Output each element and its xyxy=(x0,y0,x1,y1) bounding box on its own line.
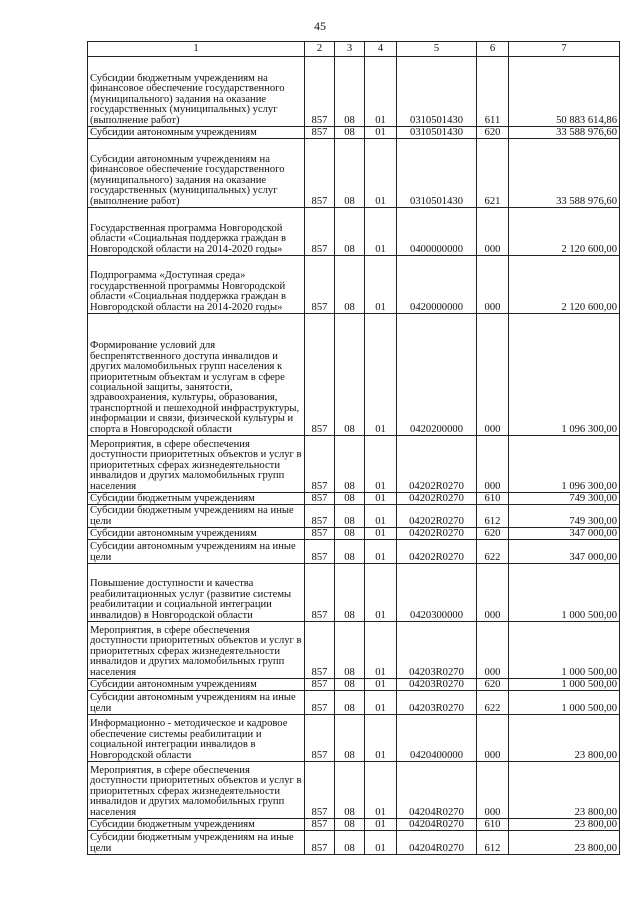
row-amount: 1 000 500,00 xyxy=(509,622,620,679)
row-code-ministry: 857 xyxy=(305,715,335,762)
table-row xyxy=(88,57,620,127)
column-header: 1 xyxy=(88,42,305,57)
table-row xyxy=(88,208,620,256)
row-code-ministry: 857 xyxy=(305,256,335,314)
row-code-expense-type: 610 xyxy=(477,819,509,831)
row-name: Субсидии автономным учреждениям xyxy=(88,528,305,540)
row-code-target: 04204R0270 xyxy=(397,762,477,819)
row-code-section: 08 xyxy=(335,57,365,127)
row-amount: 50 883 614,86 xyxy=(509,57,620,127)
row-code-ministry: 857 xyxy=(305,691,335,715)
row-code-ministry: 857 xyxy=(305,208,335,256)
row-code-section: 08 xyxy=(335,256,365,314)
row-code-section: 08 xyxy=(335,715,365,762)
row-code-expense-type: 000 xyxy=(477,436,509,493)
row-name: Формирование условий для беспрепятственного доступа инвалидов и других маломобильных групп населения к приоритетным объектам и услугам в сфере социальной защиты, занятости, здравоохранения, культуры, образования, транспортной и пешеходной инфраструктуры, информации и связи, физической культуры и спорта в Новгородской области xyxy=(88,314,305,436)
row-code-expense-type: 000 xyxy=(477,314,509,436)
table-row xyxy=(88,679,620,691)
row-name: Субсидии бюджетным учреждениям на финансовое обеспечение государственного (муниципального) задания на оказание государственных (муниципальных) услуг (выполнение работ) xyxy=(88,57,305,127)
row-code-target: 04202R0270 xyxy=(397,436,477,493)
table-row xyxy=(88,139,620,208)
row-code-section: 08 xyxy=(335,679,365,691)
row-code-section: 08 xyxy=(335,831,365,855)
row-code-target: 04202R0270 xyxy=(397,540,477,564)
table-row xyxy=(88,831,620,855)
row-amount: 2 120 600,00 xyxy=(509,256,620,314)
row-code-expense-type: 610 xyxy=(477,493,509,505)
row-code-section: 08 xyxy=(335,528,365,540)
row-code-section: 08 xyxy=(335,436,365,493)
table-row xyxy=(88,564,620,622)
row-code-ministry: 857 xyxy=(305,564,335,622)
row-code-section: 08 xyxy=(335,540,365,564)
table-row xyxy=(88,505,620,528)
table-row xyxy=(88,691,620,715)
table-row xyxy=(88,622,620,679)
row-code-target: 0420000000 xyxy=(397,256,477,314)
row-code-section: 08 xyxy=(335,127,365,139)
row-code-target: 04203R0270 xyxy=(397,679,477,691)
row-code-subsection: 01 xyxy=(365,57,397,127)
row-code-expense-type: 621 xyxy=(477,139,509,208)
row-code-subsection: 01 xyxy=(365,819,397,831)
row-code-subsection: 01 xyxy=(365,691,397,715)
row-name: Мероприятия, в сфере обеспечения доступности приоритетных объектов и услуг в приоритетных сферах жизнедеятельности инвалидов и других маломобильных групп населения xyxy=(88,762,305,819)
row-code-ministry: 857 xyxy=(305,139,335,208)
row-code-target: 0420200000 xyxy=(397,314,477,436)
row-code-subsection: 01 xyxy=(365,762,397,819)
row-code-section: 08 xyxy=(335,208,365,256)
row-name: Субсидии бюджетным учреждениям на иные цели xyxy=(88,831,305,855)
row-code-subsection: 01 xyxy=(365,679,397,691)
row-code-target: 04203R0270 xyxy=(397,691,477,715)
row-code-expense-type: 611 xyxy=(477,57,509,127)
table-row xyxy=(88,715,620,762)
row-code-ministry: 857 xyxy=(305,493,335,505)
row-code-ministry: 857 xyxy=(305,540,335,564)
row-code-target: 04202R0270 xyxy=(397,493,477,505)
row-code-ministry: 857 xyxy=(305,127,335,139)
row-amount: 23 800,00 xyxy=(509,819,620,831)
row-name: Субсидии бюджетным учреждениям на иные цели xyxy=(88,505,305,528)
row-name: Субсидии автономным учреждениям на иные цели xyxy=(88,540,305,564)
row-code-expense-type: 000 xyxy=(477,208,509,256)
table-row xyxy=(88,127,620,139)
row-code-subsection: 01 xyxy=(365,564,397,622)
row-code-target: 0400000000 xyxy=(397,208,477,256)
table-row xyxy=(88,256,620,314)
row-name: Субсидии автономным учреждениям на финансовое обеспечение государственного (муниципального) задания на оказание государственных (муниципальных) услуг (выполнение работ) xyxy=(88,139,305,208)
column-header: 4 xyxy=(365,42,397,57)
row-code-expense-type: 620 xyxy=(477,528,509,540)
row-amount: 33 588 976,60 xyxy=(509,139,620,208)
row-name: Субсидии автономным учреждениям xyxy=(88,679,305,691)
row-code-expense-type: 000 xyxy=(477,564,509,622)
row-code-target: 0310501430 xyxy=(397,139,477,208)
row-name: Подпрограмма «Доступная среда» государственной программы Новгородской области «Социальная поддержка граждан в Новгородской области на 2014-2020 годы» xyxy=(88,256,305,314)
row-name: Мероприятия, в сфере обеспечения доступности приоритетных объектов и услуг в приоритетных сферах жизнедеятельности инвалидов и других маломобильных групп населения xyxy=(88,436,305,493)
row-amount: 1 000 500,00 xyxy=(509,679,620,691)
row-code-expense-type: 000 xyxy=(477,256,509,314)
column-header: 3 xyxy=(335,42,365,57)
row-code-section: 08 xyxy=(335,691,365,715)
row-code-subsection: 01 xyxy=(365,493,397,505)
row-amount: 23 800,00 xyxy=(509,762,620,819)
row-name: Повышение доступности и качества реабилитационных услуг (развитие системы реабилитации и социальной интеграции инвалидов) в Новгородской области xyxy=(88,564,305,622)
page-number: 45 xyxy=(314,19,326,33)
row-amount: 749 300,00 xyxy=(509,493,620,505)
row-code-subsection: 01 xyxy=(365,436,397,493)
row-code-ministry: 857 xyxy=(305,505,335,528)
row-code-expense-type: 622 xyxy=(477,540,509,564)
row-code-subsection: 01 xyxy=(365,208,397,256)
row-amount: 1 000 500,00 xyxy=(509,564,620,622)
row-code-subsection: 01 xyxy=(365,127,397,139)
table-row xyxy=(88,540,620,564)
row-amount: 749 300,00 xyxy=(509,505,620,528)
row-name: Субсидии автономным учреждениям на иные цели xyxy=(88,691,305,715)
row-code-expense-type: 612 xyxy=(477,505,509,528)
row-code-target: 04202R0270 xyxy=(397,528,477,540)
row-name: Государственная программа Новгородской области «Социальная поддержка граждан в Новгородской области на 2014-2020 годы» xyxy=(88,208,305,256)
row-code-target: 0310501430 xyxy=(397,57,477,127)
row-code-ministry: 857 xyxy=(305,622,335,679)
row-code-subsection: 01 xyxy=(365,715,397,762)
row-code-section: 08 xyxy=(335,314,365,436)
row-code-section: 08 xyxy=(335,762,365,819)
budget-table xyxy=(87,41,620,855)
row-amount: 1 000 500,00 xyxy=(509,691,620,715)
column-header: 7 xyxy=(509,42,620,57)
row-code-section: 08 xyxy=(335,493,365,505)
row-code-target: 04203R0270 xyxy=(397,622,477,679)
row-code-section: 08 xyxy=(335,819,365,831)
row-code-subsection: 01 xyxy=(365,831,397,855)
row-amount: 347 000,00 xyxy=(509,528,620,540)
row-code-subsection: 01 xyxy=(365,505,397,528)
row-code-expense-type: 612 xyxy=(477,831,509,855)
row-code-subsection: 01 xyxy=(365,314,397,436)
row-amount: 1 096 300,00 xyxy=(509,436,620,493)
row-amount: 23 800,00 xyxy=(509,831,620,855)
row-code-section: 08 xyxy=(335,505,365,528)
row-code-section: 08 xyxy=(335,139,365,208)
row-name: Субсидии бюджетным учреждениям xyxy=(88,819,305,831)
row-code-subsection: 01 xyxy=(365,622,397,679)
column-header: 6 xyxy=(477,42,509,57)
table-row xyxy=(88,528,620,540)
table-row xyxy=(88,819,620,831)
row-code-ministry: 857 xyxy=(305,314,335,436)
row-code-subsection: 01 xyxy=(365,528,397,540)
row-code-expense-type: 000 xyxy=(477,762,509,819)
row-code-target: 0420300000 xyxy=(397,564,477,622)
row-code-section: 08 xyxy=(335,564,365,622)
row-amount: 347 000,00 xyxy=(509,540,620,564)
row-code-expense-type: 000 xyxy=(477,622,509,679)
row-code-expense-type: 620 xyxy=(477,679,509,691)
row-code-target: 0310501430 xyxy=(397,127,477,139)
row-amount: 23 800,00 xyxy=(509,715,620,762)
row-code-ministry: 857 xyxy=(305,762,335,819)
row-code-ministry: 857 xyxy=(305,528,335,540)
row-code-target: 0420400000 xyxy=(397,715,477,762)
row-code-target: 04202R0270 xyxy=(397,505,477,528)
row-name: Мероприятия, в сфере обеспечения доступности приоритетных объектов и услуг в приоритетных сферах жизнедеятельности инвалидов и других маломобильных групп населения xyxy=(88,622,305,679)
row-code-ministry: 857 xyxy=(305,819,335,831)
column-header: 2 xyxy=(305,42,335,57)
table-row xyxy=(88,493,620,505)
row-name: Информационно - методическое и кадровое обеспечение системы реабилитации и социальной интеграции инвалидов в Новгородской области xyxy=(88,715,305,762)
row-code-expense-type: 000 xyxy=(477,715,509,762)
row-amount: 2 120 600,00 xyxy=(509,208,620,256)
row-code-section: 08 xyxy=(335,622,365,679)
row-code-expense-type: 620 xyxy=(477,127,509,139)
row-code-subsection: 01 xyxy=(365,139,397,208)
table-row xyxy=(88,762,620,819)
row-code-subsection: 01 xyxy=(365,256,397,314)
table-row xyxy=(88,314,620,436)
row-code-ministry: 857 xyxy=(305,436,335,493)
row-amount: 33 588 976,60 xyxy=(509,127,620,139)
row-name: Субсидии автономным учреждениям xyxy=(88,127,305,139)
row-code-target: 04204R0270 xyxy=(397,831,477,855)
header-row xyxy=(88,42,620,57)
row-code-subsection: 01 xyxy=(365,540,397,564)
column-header: 5 xyxy=(397,42,477,57)
row-code-target: 04204R0270 xyxy=(397,819,477,831)
row-code-ministry: 857 xyxy=(305,679,335,691)
row-code-ministry: 857 xyxy=(305,57,335,127)
row-code-ministry: 857 xyxy=(305,831,335,855)
row-code-expense-type: 622 xyxy=(477,691,509,715)
row-name: Субсидии бюджетным учреждениям xyxy=(88,493,305,505)
row-amount: 1 096 300,00 xyxy=(509,314,620,436)
table-row xyxy=(88,436,620,493)
